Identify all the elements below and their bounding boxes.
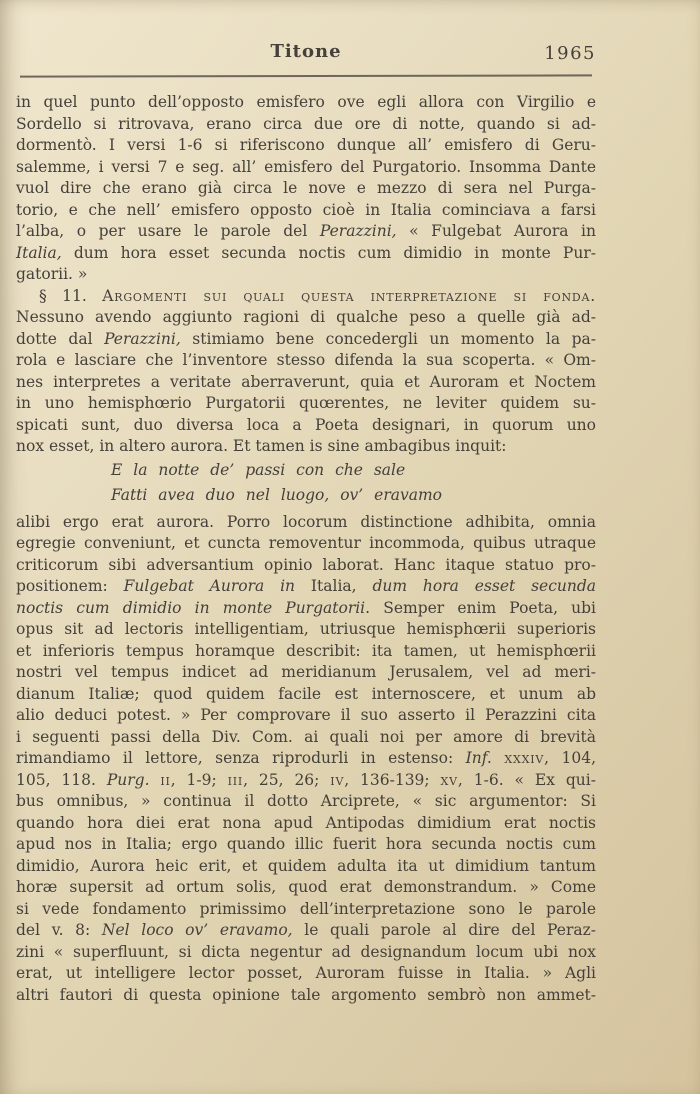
text-line: alio deduci potest. » Per comprovare il suo asserto il Perazzini cita (16, 706, 596, 724)
text-line: si vede fondamento primissimo dell’interpretazione sono le parole (16, 899, 596, 918)
text-line: salemme, i versi 7 e seg. all’ emisfero del Purgatorio. Insomma Dante (16, 157, 596, 176)
text-line: vuol dire che erano già circa le nove e mezzo di sera nel Purga- (16, 179, 596, 197)
text-line: dimidio, Aurora heic erit, et quidem adulta ita ut dimidium tantum (16, 856, 596, 875)
text-line: dotte dal Perazzini, stimiamo bene concedergli un momento la pa- (16, 329, 596, 348)
text-line: noctis cum dimidio in monte Purgatorii. Semper enim Poeta, ubi (16, 598, 596, 617)
text-line: criticorum sibi adversantium opinio laborat. Hanc itaque statuo pro- (16, 555, 596, 574)
text-line: altri fautori di questa opinione tale argomento sembrò non ammet- (16, 985, 596, 1004)
text-line: nes interpretes a veritate aberraverunt, quia et Auroram et Noctem (16, 372, 596, 391)
text-line: rimandiamo il lettore, senza riprodurli in estenso: Inf. xxxiv, 104, (16, 749, 596, 767)
text-line: dianum Italiæ; quod quidem facile est internoscere, et unum ab (16, 684, 596, 703)
text-line: Sordello si ritrovava, erano circa due ore di notte, quando si ad- (16, 114, 596, 133)
text-line: dormentò. I versi 1-6 si riferiscono dunque all’ emisfero di Geru- (16, 136, 596, 154)
text-line: Nessuno avendo aggiunto ragioni di qualche peso a quelle già ad- (16, 308, 596, 326)
text-line: Italia, dum hora esset secunda noctis cum dimidio in monte Pur- (16, 243, 596, 262)
text-line: rola e lasciare che l’inventore stesso difenda la sua scoperta. « Om- (16, 351, 596, 369)
text-line: nox esset, in altero aurora. Et tamen is sine ambagibus inquit: (16, 437, 507, 455)
text-line: et inferioris tempus horamque describit: ita tamen, ut hemisphœrii (16, 641, 596, 660)
text-line: opus sit ad lectoris intelligentiam, utriusque hemisphœrii superioris (16, 620, 596, 638)
text-line: gatorii. » (16, 265, 88, 283)
text-line: alibi ergo erat aurora. Porro locorum distinctione adhibita, omnia (16, 512, 596, 531)
verse-line: E la notte de’ passi con che sale (111, 460, 406, 479)
verse-line: Fatti avea duo nel luogo, ov’ eravamo (111, 485, 442, 504)
text-line: torio, e che nell’ emisfero opposto cioè in Italia cominciava a farsi (16, 200, 596, 219)
text-line: spicati sunt, duo diversa loca a Poeta designari, in quorum uno (16, 415, 596, 434)
text-line: § 11. Argomenti sui quali questa interpretazione si fonda. (39, 286, 596, 305)
text-line: erat, ut intelligere lector posset, Auroram fuisse in Italia. » Agli (16, 964, 596, 982)
text-line: i seguenti passi della Div. Com. ai quali noi per amore di brevità (16, 727, 596, 746)
text-line: nostri vel tempus indicet ad meridianum Jerusalem, vel ad meri- (16, 663, 596, 681)
text-line: apud nos in Italia; ergo quando illic fuerit hora secunda noctis cum (16, 835, 596, 853)
text-line: zini « superfluunt, si dicta negentur ad designandum locum ubi nox (16, 942, 596, 961)
text-line: l’alba, o per usare le parole del Perazzini, « Fulgebat Aurora in (16, 222, 596, 240)
header-rule (20, 74, 592, 77)
text-block (16, 92, 596, 1006)
text-line: positionem: Fulgebat Aurora in Italia, dum hora esset secunda (16, 577, 597, 595)
running-title: Titone (270, 41, 342, 62)
page-number: 1965 (544, 43, 596, 64)
text-line: quando hora diei erat nona apud Antipodas dimidium erat noctis (16, 813, 596, 832)
text-line: in uno hemisphœrio Purgatorii quœrentes, ne leviter quidem su- (16, 394, 596, 412)
text-line: bus omnibus, » continua il dotto Arciprete, « sic argumentor: Si (16, 792, 596, 810)
text-line: egregie conveniunt, et cuncta removentur incommoda, quibus utraque (16, 534, 596, 552)
text-line: in quel punto dell’opposto emisfero ove egli allora con Virgilio e (16, 93, 596, 111)
text-line: 105, 118. Purg. ii, 1-9; iii, 25, 26; iv, 136-139; xv, 1-6. « Ex qui- (16, 770, 596, 789)
text-line: del v. 8: Nel loco ov’ eravamo, le quali parole al dire del Peraz- (16, 921, 596, 939)
text-line: horæ supersit ad ortum solis, quod erat demonstrandum. » Come (16, 878, 596, 896)
